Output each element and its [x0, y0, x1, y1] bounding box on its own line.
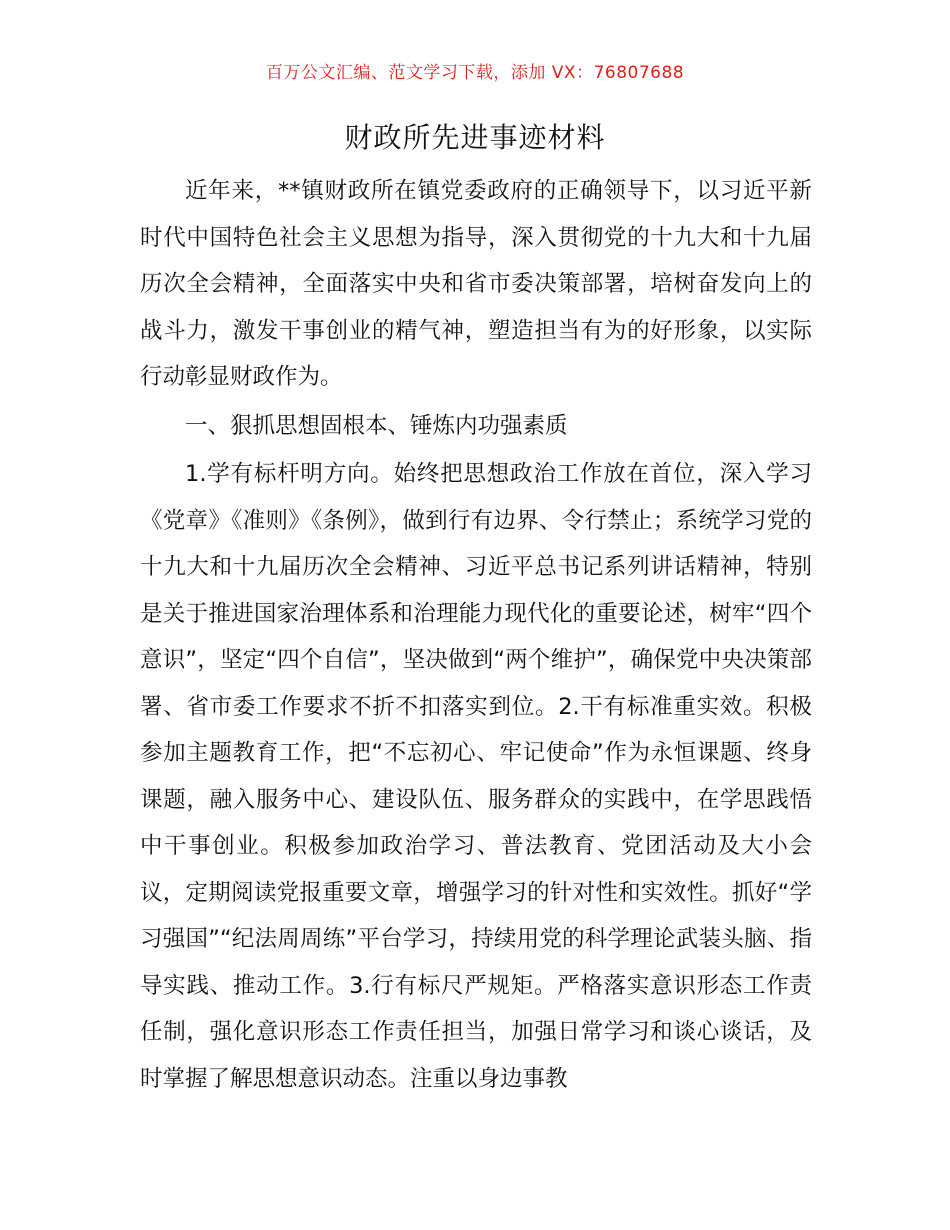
intro-paragraph: 近年来，**镇财政所在镇党委政府的正确领导下，以习近平新时代中国特色社会主义思想为指导，深入贯彻党的十九大和十九届历次全会精神，全面落实中央和省市委决策部署，培树奋发向上的战斗力，激发干事创业的精气神，塑造担当有为的好形象，以实际行动彰显财政作为。 [140, 178, 812, 390]
document-title: 财政所先进事迹材料 [344, 121, 606, 154]
header-watermark-note: 百万公文汇编、范文学习下载，添加 VX：76807688 [265, 63, 685, 83]
section-heading-1: 一、狠抓思想固根本、锤炼内功强素质 [185, 412, 568, 439]
document-body [140, 168, 812, 1104]
section-paragraph-1: 1.学有标杆明方向。始终把思想政治工作放在首位，深入学习《党章》《准则》《条例》，做到行有边界、令行禁止；系统学习党的十九大和十九届历次全会精神、习近平总书记系列讲话精神，特别是关于推进国家治理体系和治理能力现代化的重要论述，树牢“四个意识”，坚定“四个自信”，坚决做到“两个维护”，确保党中央决策部署、省市委工作要求不折不扣落实到位。2.干有标准重实效。积极参加主题教育工作，把“不忘初心、牢记使命”作为永恒课题、终身课题，融入服务中心、建设队伍、服务群众的实践中，在学思践悟中干事创业。积极参加政治学习、普法教育、党团活动及大小会议，定期阅读党报重要文章，增强学习的针对性和实效性。抓好“学习强国”“纪法周周练”平台学习，持续用党的科学理论武装头脑、指导实践、推动工作。3.行有标尺严规矩。严格落实意识形态工作责任制，强化意识形态工作责任担当，加强日常学习和谈心谈话，及时掌握了解思想意识动态。注重以身边事教 [140, 461, 812, 1092]
